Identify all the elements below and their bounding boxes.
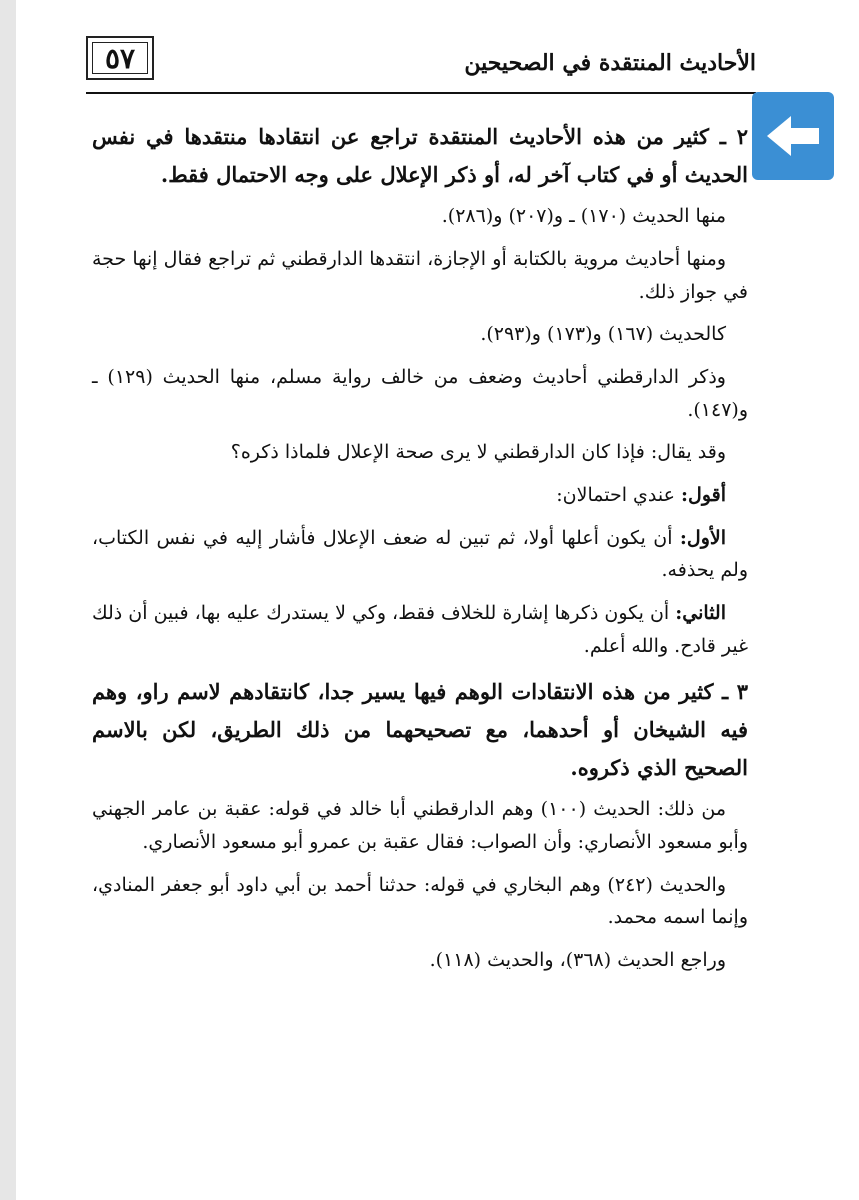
running-title: الأحاديث المنتقدة في الصحيحين [464,50,756,76]
paragraph: وقد يقال: فإذا كان الدارقطني لا يرى صحة الإعلال فلماذا ذكره؟ [230,441,726,464]
paragraph: ومنها أحاديث مروية بالكتابة أو الإجازة، انتقدها الدارقطني ثم تراجع فقال إنها حجة في جواز ذلك. [92,248,748,303]
page-header [86,32,756,92]
page-number: ٥٧ [104,41,136,75]
paragraph-label: الثاني: [675,602,726,625]
paragraph: وذكر الدارقطني أحاديث وضعف من خالف رواية مسلم، منها الحديث (١٢٩) ـ و(١٤٧). [92,366,748,421]
paragraph-label: أقول: [681,484,726,507]
paragraph-label: الأول: [679,526,726,549]
paragraph: من ذلك: الحديث (١٠٠) وهم الدارقطني أبا خالد في قوله: عقبة بن عامر الجهني وأبو مسعود الأنصاري: وأن الصواب: فقال عقبة بن عمرو أبو مسعود الأنصاري. [92,798,748,853]
paragraph [92,597,748,662]
numbered-point-2: ٢ ـ كثير من هذه الأحاديث المنتقدة تراجع عن انتقادها منتقدها في نفس الحديث أو في كتاب آخر له، أو ذكر الإعلال على وجه الاحتمال فقط. [92,124,748,188]
paragraph-text: عندي احتمالان: [556,484,681,507]
paragraph: وراجع الحديث (٣٦٨)، والحديث (١١٨). [429,948,726,971]
numbered-point-3: ٣ ـ كثير من هذه الانتقادات الوهم فيها يسير جدا، كانتقادهم لاسم راو، وهم فيه الشيخان أو أحدهما، مع تصحيحهما من ذلك الطريق، لكن بالاسم الصحيح الذي ذكروه. [92,678,748,780]
back-button[interactable] [752,92,834,180]
paragraph [92,479,748,512]
paragraph: منها الحديث (١٧٠) ـ و(٢٠٧) و(٢٨٦). [441,205,726,228]
paragraph-text: أن يكون ذكرها إشارة للخلاف فقط، وكي لا يستدرك عليه بها، فبين أن ذلك غير قادح. والله أعلم. [92,602,748,657]
page-left-edge [0,0,16,1200]
paragraph-text: أن يكون أعلها أولا، ثم تبين له ضعف الإعلال فأشار إليه في نفس الكتاب، ولم يحذفه. [92,526,748,582]
arrow-left-icon [765,114,821,158]
header-rule [86,92,756,94]
paragraph: والحديث (٢٤٢) وهم البخاري في قوله: حدثنا أحمد بن أبي داود أبو جعفر المنادي، وإنما اسمه محمد. [92,873,748,929]
paragraph: كالحديث (١٦٧) و(١٧٣) و(٢٩٣). [480,323,726,346]
paragraph [92,522,748,587]
page-body [92,118,748,987]
page-number-frame [86,36,154,80]
